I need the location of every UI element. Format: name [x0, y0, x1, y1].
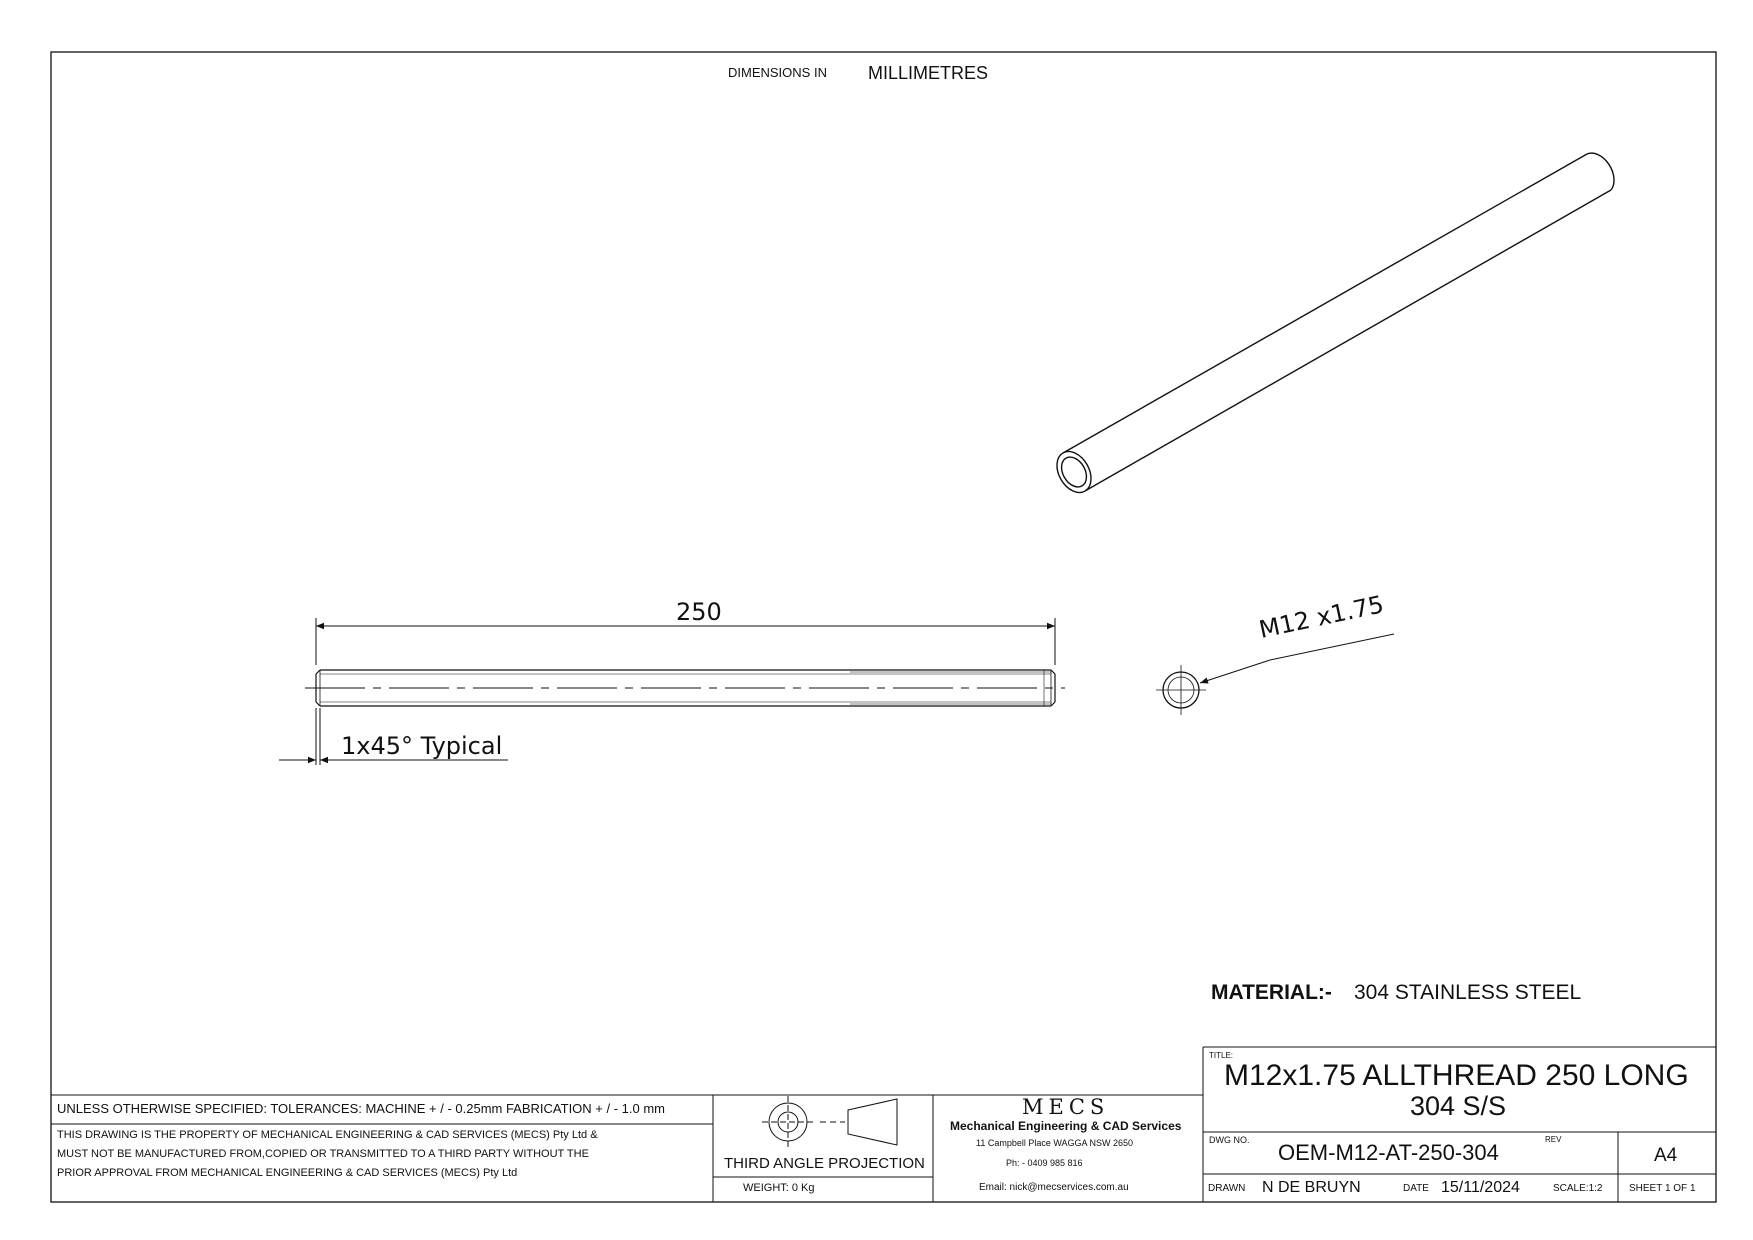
- side-view-rod: [305, 670, 1065, 706]
- isometric-rod-view: [1050, 153, 1614, 498]
- material-label: MATERIAL:-: [1211, 981, 1332, 1004]
- drawing-border: [51, 52, 1716, 1202]
- dwg-no-label: DWG NO.: [1209, 1135, 1250, 1145]
- sheet-number: SHEET 1 OF 1: [1629, 1183, 1696, 1194]
- thread-leader: [1200, 634, 1394, 683]
- end-view: [1156, 665, 1206, 715]
- tolerance-note: UNLESS OTHERWISE SPECIFIED: TOLERANCES: MACHINE + / - 0.25mm FABRICATION + / - 1.0 mm: [57, 1101, 665, 1116]
- dimensions-label: DIMENSIONS IN: [728, 65, 827, 80]
- drawn-by: N DE BRUYN: [1262, 1179, 1361, 1196]
- chamfer-note: 1x45° Typical: [341, 732, 503, 760]
- company-name: Mechanical Engineering & CAD Services: [950, 1119, 1182, 1133]
- third-angle-projection-symbol: [762, 1096, 897, 1148]
- drawing-title: M12x1.75 ALLTHREAD 250 LONG: [1224, 1059, 1689, 1092]
- company-email: Email: nick@mecservices.com.au: [979, 1182, 1129, 1193]
- length-dimension-text: 250: [676, 598, 722, 626]
- property-note-line2: MUST NOT BE MANUFACTURED FROM,COPIED OR TRANSMITTED TO A THIRD PARTY WITHOUT THE: [57, 1148, 589, 1160]
- drawing-title-material: 304 S/S: [1410, 1091, 1507, 1121]
- rev-label: REV: [1545, 1135, 1562, 1144]
- company-logo: MECS: [1022, 1095, 1110, 1119]
- sheet-size: A4: [1654, 1145, 1678, 1166]
- scale-label: SCALE:1:2: [1553, 1183, 1603, 1194]
- material-value: 304 STAINLESS STEEL: [1354, 981, 1582, 1004]
- date-label: DATE: [1403, 1183, 1429, 1194]
- dimensions-unit: MILLIMETRES: [868, 63, 989, 83]
- drawing-date: 15/11/2024: [1441, 1179, 1520, 1196]
- company-address: 11 Campbell Place WAGGA NSW 2650: [976, 1138, 1134, 1148]
- projection-label: THIRD ANGLE PROJECTION: [724, 1155, 925, 1172]
- weight-label: WEIGHT: 0 Kg: [743, 1182, 815, 1194]
- drawing-number: OEM-M12-AT-250-304: [1278, 1140, 1499, 1165]
- property-note-line3: PRIOR APPROVAL FROM MECHANICAL ENGINEERING & CAD SERVICES (MECS) Pty Ltd: [57, 1167, 518, 1179]
- drawn-label: DRAWN: [1208, 1183, 1246, 1194]
- thread-callout: M12 x1.75: [1256, 590, 1387, 644]
- property-note-line1: THIS DRAWING IS THE PROPERTY OF MECHANICAL ENGINEERING & CAD SERVICES (MECS) Pty Ltd &: [57, 1129, 598, 1141]
- company-phone: Ph: - 0409 985 816: [1006, 1158, 1083, 1168]
- title-label: TITLE:: [1209, 1051, 1234, 1060]
